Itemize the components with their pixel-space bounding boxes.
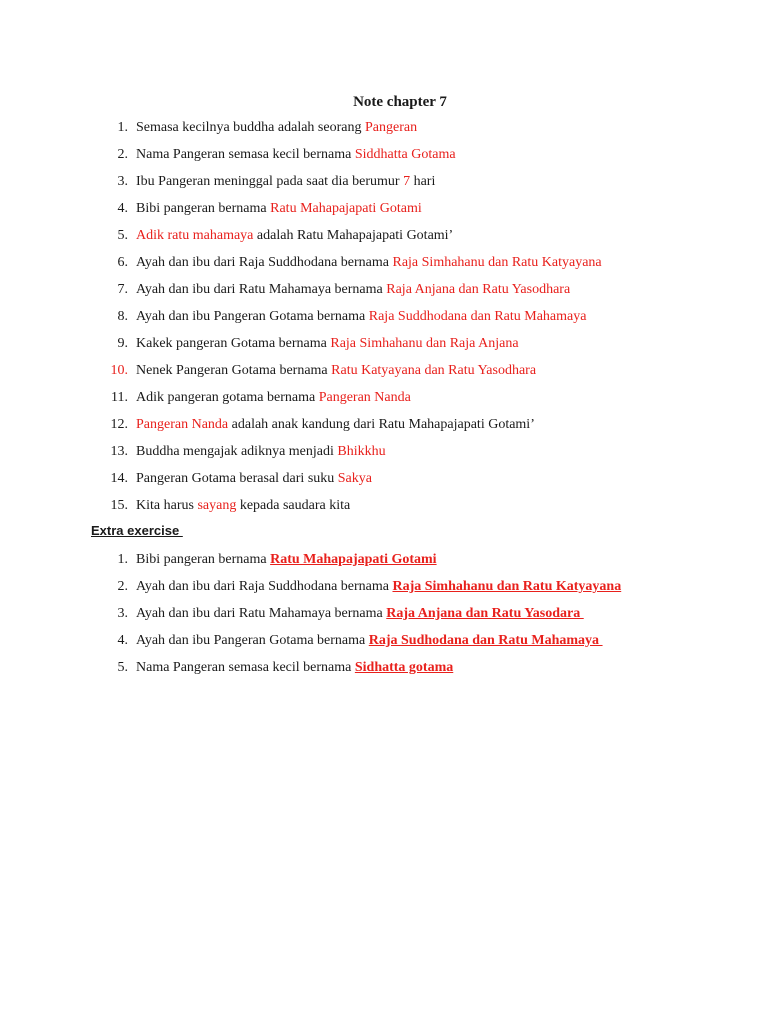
list-item bbox=[0, 604, 768, 631]
item-text: Ayah dan ibu dari Ratu Mahamaya bernama Raja Anjana dan Ratu Yasodhara bbox=[136, 282, 571, 297]
item-number: 13. bbox=[110, 444, 128, 459]
list-item bbox=[0, 334, 768, 361]
item-text: Adik pangeran gotama bernama Pangeran Nanda bbox=[136, 390, 411, 405]
list-item bbox=[0, 658, 768, 685]
item-text: Adik ratu mahamaya adalah Ratu Mahapajapati Gotami’ bbox=[136, 228, 454, 243]
list-item bbox=[0, 550, 768, 577]
item-text: Semasa kecilnya buddha adalah seorang Pangeran bbox=[136, 120, 418, 135]
list-item bbox=[0, 145, 768, 172]
list-item bbox=[0, 226, 768, 253]
item-number: 3. bbox=[117, 174, 128, 189]
item-number: 4. bbox=[117, 201, 128, 216]
item-number: 7. bbox=[117, 282, 128, 297]
list-item bbox=[0, 361, 768, 388]
item-text: Nenek Pangeran Gotama bernama Ratu Katyayana dan Ratu Yasodhara bbox=[136, 363, 537, 378]
list-item bbox=[0, 118, 768, 145]
list-item bbox=[0, 442, 768, 469]
item-number: 15. bbox=[110, 498, 128, 513]
item-number: 1. bbox=[117, 552, 128, 567]
item-text: Pangeran Gotama berasal dari suku Sakya bbox=[136, 471, 372, 486]
list-item bbox=[0, 469, 768, 496]
item-number: 9. bbox=[117, 336, 128, 351]
item-number: 11. bbox=[111, 390, 128, 405]
item-number: 14. bbox=[110, 471, 128, 486]
item-text: Ayah dan ibu Pangeran Gotama bernama Raja Suddhodana dan Ratu Mahamaya bbox=[136, 309, 587, 324]
item-text: Nama Pangeran semasa kecil bernama Siddhatta Gotama bbox=[136, 147, 456, 162]
item-text: Kita harus sayang kepada saudara kita bbox=[136, 498, 351, 513]
list-item bbox=[0, 307, 768, 334]
answer-text: Raja Sudhodana dan Ratu Mahamaya bbox=[368, 633, 603, 648]
item-text: Ayah dan ibu Pangeran Gotama bernama Raja Sudhodana dan Ratu Mahamaya bbox=[136, 633, 603, 648]
item-text: Kakek pangeran Gotama bernama Raja Simhahanu dan Raja Anjana bbox=[136, 336, 519, 351]
answer-text: Sidhatta gotama bbox=[354, 660, 454, 675]
item-number: 3. bbox=[117, 606, 128, 621]
extra-exercise-heading: Extra exercise bbox=[91, 523, 183, 538]
list-item bbox=[0, 415, 768, 442]
answer-text: Ratu Mahapajapati Gotami bbox=[270, 552, 437, 567]
item-number: 1. bbox=[117, 120, 128, 135]
item-number: 2. bbox=[117, 147, 128, 162]
notes-list bbox=[0, 118, 768, 523]
answer-text: Raja Simhahanu dan Ratu Katyayana bbox=[392, 579, 622, 594]
list-item bbox=[0, 577, 768, 604]
item-text: Pangeran Nanda adalah anak kandung dari Ratu Mahapajapati Gotami’ bbox=[136, 417, 535, 432]
item-number: 4. bbox=[117, 633, 128, 648]
item-text: Nama Pangeran semasa kecil bernama Sidhatta gotama bbox=[136, 660, 454, 675]
item-text: Bibi pangeran bernama Ratu Mahapajapati Gotami bbox=[136, 201, 422, 216]
extra-exercise-list bbox=[0, 550, 768, 685]
item-number: 10. bbox=[110, 363, 128, 378]
list-item bbox=[0, 172, 768, 199]
item-text: Ibu Pangeran meninggal pada saat dia berumur 7 hari bbox=[136, 174, 436, 189]
item-number: 5. bbox=[117, 228, 128, 243]
item-text: Ayah dan ibu dari Raja Suddhodana bernama Raja Simhahanu dan Ratu Katyayana bbox=[136, 579, 622, 594]
item-text: Ayah dan ibu dari Ratu Mahamaya bernama Raja Anjana dan Ratu Yasodara bbox=[136, 606, 584, 621]
item-number: 6. bbox=[117, 255, 128, 270]
list-item bbox=[0, 388, 768, 415]
list-item bbox=[0, 199, 768, 226]
list-item bbox=[0, 253, 768, 280]
item-number: 8. bbox=[117, 309, 128, 324]
item-text: Bibi pangeran bernama Ratu Mahapajapati Gotami bbox=[136, 552, 437, 567]
list-item bbox=[0, 496, 768, 523]
answer-text: Raja Anjana dan Ratu Yasodara bbox=[386, 606, 584, 621]
list-item bbox=[0, 280, 768, 307]
item-text: Buddha mengajak adiknya menjadi Bhikkhu bbox=[136, 444, 386, 459]
item-text: Ayah dan ibu dari Raja Suddhodana bernama Raja Simhahanu dan Ratu Katyayana bbox=[136, 255, 602, 270]
list-item bbox=[0, 631, 768, 658]
page-title: Note chapter 7 bbox=[353, 94, 447, 110]
item-number: 12. bbox=[110, 417, 128, 432]
item-number: 2. bbox=[117, 579, 128, 594]
item-number: 5. bbox=[117, 660, 128, 675]
